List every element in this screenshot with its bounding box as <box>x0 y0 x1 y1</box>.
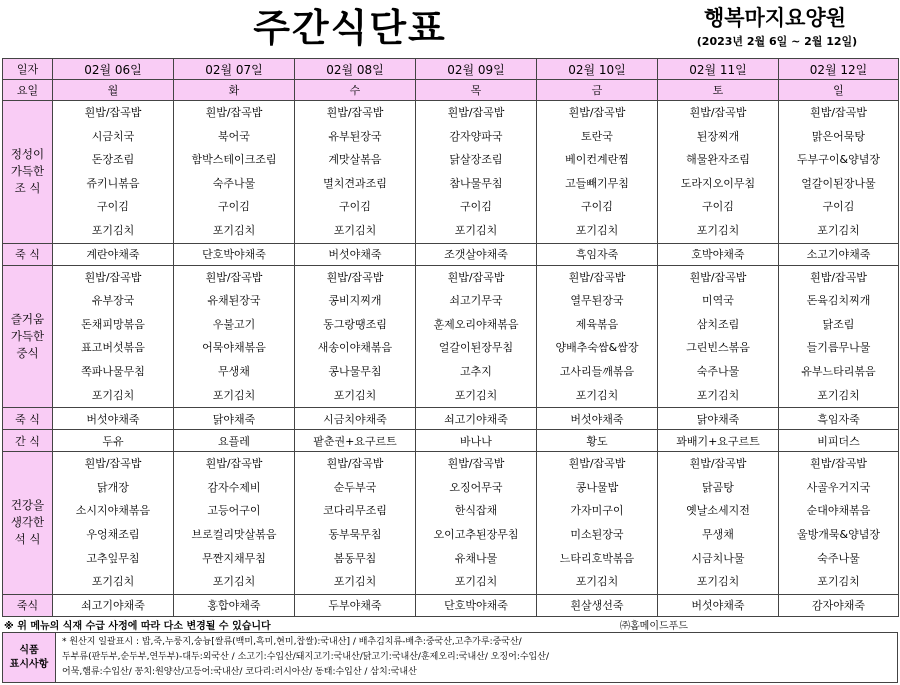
menu-item: 된장찌개 <box>696 129 740 143</box>
menu-item: 포기김치 <box>696 223 740 237</box>
porridge-cell: 닭야채죽 <box>658 408 779 430</box>
org-name: 행복마지요양원 <box>703 6 846 30</box>
menu-item: 느타리호박볶음 <box>559 551 635 565</box>
menu-item: 소시지야채볶음 <box>75 504 151 518</box>
day-cell: 금 <box>537 80 658 101</box>
porridge-cell: 닭야채죽 <box>174 408 295 430</box>
menu-item: 울방개묵&양념장 <box>797 527 880 541</box>
menu-item: 포기김치 <box>91 388 135 402</box>
menu-item: 포기김치 <box>333 388 377 402</box>
menu-item: 오징어무국 <box>449 480 503 494</box>
period-text: (2023년 2월 6일 ~ 2월 12일) <box>696 35 858 48</box>
breakfast-cell <box>658 101 779 244</box>
menu-item: 유부된장국 <box>328 129 382 143</box>
snack-cell: 비피더스 <box>779 430 899 452</box>
menu-item: 흰밥/잡곡밥 <box>689 270 747 284</box>
dinner-cell <box>53 452 174 595</box>
lunch-cell <box>53 265 174 408</box>
company-name: ㈜홈메이드푸드 <box>620 621 688 632</box>
menu-item: 도라지오이무침 <box>680 176 756 190</box>
menu-item: 흰밥/잡곡밥 <box>689 457 747 471</box>
menu-item: 흰밥/잡곡밥 <box>326 457 384 471</box>
food-info-box <box>2 632 898 683</box>
menu-item: 구이김 <box>581 200 613 214</box>
menu-item: 흰밥/잡곡밥 <box>447 457 505 471</box>
menu-item: 흰밥/잡곡밥 <box>205 270 263 284</box>
meal-label-line: 생각한 <box>10 515 45 530</box>
origin-line: 두부류(판두부,순두부,연두부)-대두:외국산 / 소고기:수입산/돼지고기:국내산/닭고기:국내산/훈제오리:국내산/ 오징어:수입산/ <box>62 652 549 662</box>
menu-item: 포기김치 <box>454 388 498 402</box>
menu-item: 무생채 <box>218 364 250 378</box>
menu-item: 우엉채조림 <box>86 527 140 541</box>
porridge-cell: 흑임자죽 <box>537 243 658 265</box>
meal-label-line: 석 식 <box>14 532 41 547</box>
breakfast-cell <box>53 101 174 244</box>
menu-item: 시금치나물 <box>691 551 745 565</box>
porridge-cell: 흑임자죽 <box>779 408 899 430</box>
menu-item: 봄동무침 <box>333 551 377 565</box>
food-info-label <box>3 633 56 682</box>
menu-item: 구이김 <box>460 200 492 214</box>
porridge-cell: 버섯야채죽 <box>537 408 658 430</box>
date-cell: 02월 11일 <box>658 59 779 80</box>
notice-text: ※ 위 메뉴의 식재 수급 사정에 따라 다소 변경될 수 있습니다 <box>4 621 271 632</box>
menu-item: 무짠지채무침 <box>202 551 266 565</box>
menu-item: 표고버섯볶음 <box>81 341 145 355</box>
menu-item: 흰밥/잡곡밥 <box>326 270 384 284</box>
day-cell-label: 요일 <box>3 80 53 101</box>
meal-label-line: 건강을 <box>10 498 45 513</box>
breakfast-label <box>3 101 53 244</box>
menu-item: 흰밥/잡곡밥 <box>447 106 505 119</box>
snack-cell: 두유 <box>53 430 174 452</box>
menu-item: 감자수제비 <box>207 480 261 494</box>
menu-item: 고추잎무침 <box>86 551 140 565</box>
menu-item: 포기김치 <box>575 575 619 589</box>
day-cell: 화 <box>174 80 295 101</box>
breakfast-cell <box>537 101 658 244</box>
porridge-label: 죽 식 <box>3 408 53 430</box>
menu-item: 포기김치 <box>91 575 135 589</box>
menu-item: 코다리무조림 <box>323 504 387 518</box>
dinner-cell <box>416 452 537 595</box>
menu-item: 얼갈이된장무침 <box>438 341 514 355</box>
dinner-cell <box>174 452 295 595</box>
menu-item: 포기김치 <box>91 223 135 237</box>
menu-item: 흰밥/잡곡밥 <box>205 106 263 119</box>
porridge-cell: 버섯야채죽 <box>658 594 779 616</box>
meal-label-line: 즐거움 <box>10 311 45 326</box>
food-info-label-line: 표시사항 <box>9 658 49 670</box>
date-cell: 02월 09일 <box>416 59 537 80</box>
menu-item: 포기김치 <box>696 575 740 589</box>
menu-item: 삼치조림 <box>696 317 740 331</box>
porridge-cell: 호박야채죽 <box>658 243 779 265</box>
menu-item: 콩비지찌개 <box>328 294 382 308</box>
menu-item: 북어국 <box>218 129 250 143</box>
lunch-cell <box>416 265 537 408</box>
menu-item: 가자미구이 <box>570 504 624 518</box>
porridge-cell: 감자야채죽 <box>779 594 899 616</box>
menu-item: 닭살장조림 <box>449 153 503 167</box>
menu-item: 순두부국 <box>333 480 377 494</box>
menu-item: 쪽파나물무침 <box>81 364 145 378</box>
dinner-label <box>3 452 53 595</box>
menu-table <box>2 58 899 617</box>
menu-item: 콩나물무침 <box>328 364 382 378</box>
date-cell: 02월 10일 <box>537 59 658 80</box>
menu-item: 흰밥/잡곡밥 <box>447 270 505 284</box>
menu-item: 구이김 <box>822 200 855 214</box>
menu-item: 숙주나물 <box>817 551 860 565</box>
breakfast-cell <box>779 101 899 244</box>
porridge-cell: 홍합야채죽 <box>174 594 295 616</box>
menu-item: 유채된장국 <box>207 294 261 308</box>
menu-item: 닭개장 <box>97 480 129 494</box>
menu-item: 흰밥/잡곡밥 <box>326 106 384 119</box>
dinner-cell <box>295 452 416 595</box>
menu-item: 미역국 <box>702 294 734 308</box>
menu-item: 흰밥/잡곡밥 <box>84 270 142 284</box>
food-info-text <box>56 633 555 682</box>
menu-item: 우불고기 <box>212 317 256 331</box>
porridge-cell: 조갯살야채죽 <box>416 243 537 265</box>
menu-item: 흰밥/잡곡밥 <box>205 457 263 471</box>
porridge-cell: 단호박야채죽 <box>174 243 295 265</box>
menu-item: 유부장국 <box>91 294 135 308</box>
lunch-cell <box>174 265 295 408</box>
menu-item: 맑은어묵탕 <box>811 129 866 143</box>
porridge-cell: 버섯야채죽 <box>295 243 416 265</box>
page-title: 주간식단표 <box>253 6 447 50</box>
menu-item: 포기김치 <box>817 223 860 237</box>
menu-item: 유부느타리볶음 <box>801 364 876 378</box>
menu-item: 닭곰탕 <box>702 480 734 494</box>
lunch-label <box>3 265 53 408</box>
date-cell-label: 일자 <box>3 59 53 80</box>
menu-item: 흰밥/잡곡밥 <box>84 106 142 119</box>
menu-item: 고추지 <box>460 364 492 378</box>
menu-item: 미소된장국 <box>570 527 624 541</box>
menu-item: 감자양파국 <box>449 129 503 143</box>
menu-item: 제육볶음 <box>575 317 619 331</box>
menu-item: 포기김치 <box>212 223 256 237</box>
menu-item: 동그랑땡조림 <box>323 317 387 331</box>
menu-item: 열무된장국 <box>570 294 624 308</box>
date-cell: 02월 07일 <box>174 59 295 80</box>
menu-item: 고사리들깨볶음 <box>559 364 635 378</box>
menu-item: 흰밥/잡곡밥 <box>568 270 626 284</box>
menu-item: 함박스테이크조림 <box>191 153 277 167</box>
porridge-cell: 흰살생선죽 <box>537 594 658 616</box>
meal-label-line: 중식 <box>16 345 39 360</box>
menu-item: 구이김 <box>218 200 250 214</box>
lunch-cell <box>779 265 899 408</box>
menu-item: 새송이야채볶음 <box>317 341 393 355</box>
menu-item: 쇠고기무국 <box>449 294 503 308</box>
menu-item: 흰밥/잡곡밥 <box>568 106 626 119</box>
dinner-cell <box>537 452 658 595</box>
porridge-label: 죽식 <box>3 594 53 616</box>
menu-item: 토란국 <box>581 129 613 143</box>
porridge-cell: 소고기야채죽 <box>779 243 899 265</box>
menu-item: 베이컨계란찜 <box>565 153 629 167</box>
menu-item: 어묵야채볶음 <box>202 341 266 355</box>
day-cell: 수 <box>295 80 416 101</box>
menu-item: 멸치견과조림 <box>323 176 387 190</box>
meal-label-line: 조 식 <box>14 181 41 196</box>
day-cell: 월 <box>53 80 174 101</box>
porridge-cell: 시금치야채죽 <box>295 408 416 430</box>
menu-item: 순대야채볶음 <box>806 504 871 518</box>
menu-item: 흰밥/잡곡밥 <box>568 457 626 471</box>
porridge-cell: 버섯야채죽 <box>53 408 174 430</box>
menu-item: 포기김치 <box>212 575 256 589</box>
menu-item: 포기김치 <box>575 223 619 237</box>
menu-item: 해물완자조림 <box>686 153 750 167</box>
porridge-cell: 두부야채죽 <box>295 594 416 616</box>
dinner-cell <box>779 452 899 595</box>
breakfast-cell <box>174 101 295 244</box>
lunch-cell <box>295 265 416 408</box>
menu-item: 훈제오리야채볶음 <box>433 317 519 331</box>
meal-label-line: 가득한 <box>10 164 45 179</box>
menu-item: 오이고추된장무침 <box>433 527 519 541</box>
menu-item: 포기김치 <box>817 575 860 589</box>
date-cell: 02월 08일 <box>295 59 416 80</box>
porridge-cell: 쇠고기야채죽 <box>53 594 174 616</box>
snack-cell: 팥춘권+요구르트 <box>295 430 416 452</box>
lunch-cell <box>537 265 658 408</box>
porridge-cell: 쇠고기야채죽 <box>416 408 537 430</box>
menu-item: 돈육김치찌개 <box>806 294 871 308</box>
snack-cell: 바나나 <box>416 430 537 452</box>
menu-item: 한식잡채 <box>454 504 498 518</box>
menu-item: 고등어구이 <box>207 504 261 518</box>
menu-item: 숙주나물 <box>696 364 740 378</box>
meal-label-line: 가득한 <box>10 328 45 343</box>
meal-label-line: 정성이 <box>10 147 45 162</box>
menu-item: 계맛살볶음 <box>328 153 382 167</box>
porridge-label: 죽 식 <box>3 243 53 265</box>
menu-item: 흰밥/잡곡밥 <box>810 270 867 284</box>
day-cell: 목 <box>416 80 537 101</box>
menu-item: 얼갈이된장나물 <box>801 176 876 190</box>
menu-item: 사골우거지국 <box>806 480 871 494</box>
food-info-label-line: 식품 <box>19 644 39 656</box>
menu-item: 콩나물밥 <box>575 480 619 494</box>
dinner-cell <box>658 452 779 595</box>
menu-item: 흰밥/잡곡밥 <box>810 457 867 471</box>
menu-item: 구이김 <box>97 200 129 214</box>
menu-item: 숙주나물 <box>212 176 256 190</box>
menu-item: 참나물무침 <box>449 176 503 190</box>
menu-item: 포기김치 <box>333 223 377 237</box>
menu-item: 돈장조림 <box>91 153 135 167</box>
breakfast-cell <box>416 101 537 244</box>
menu-item: 포기김치 <box>696 388 740 402</box>
menu-item: 브로컬리맛살볶음 <box>191 527 277 541</box>
menu-item: 흰밥/잡곡밥 <box>689 106 747 119</box>
menu-item: 포기김치 <box>333 575 377 589</box>
lunch-cell <box>658 265 779 408</box>
menu-item: 두부구이&양념장 <box>797 153 880 167</box>
porridge-cell: 단호박야채죽 <box>416 594 537 616</box>
menu-item: 포기김치 <box>454 575 498 589</box>
breakfast-cell <box>295 101 416 244</box>
menu-item: 구이김 <box>339 200 371 214</box>
menu-item: 닭조림 <box>822 317 855 331</box>
menu-item: 시금치국 <box>91 129 135 143</box>
date-cell: 02월 06일 <box>53 59 174 80</box>
menu-item: 포기김치 <box>817 388 860 402</box>
menu-item: 고들빼기무침 <box>565 176 629 190</box>
date-cell: 02월 12일 <box>779 59 899 80</box>
menu-item: 돈채피망볶음 <box>81 317 145 331</box>
menu-item: 옛날소세지전 <box>686 504 750 518</box>
menu-item: 들기름무나물 <box>806 341 871 355</box>
day-cell: 토 <box>658 80 779 101</box>
origin-line: 어묵,햄류:수입산/ 꽁치:원양산/고등어:국내산/ 코다리:러시아산/ 동태:수입산 / 삼치:국내산 <box>62 667 417 677</box>
menu-item: 그린빈스볶음 <box>686 341 750 355</box>
menu-item: 흰밥/잡곡밥 <box>84 457 142 471</box>
menu-item: 포기김치 <box>212 388 256 402</box>
snack-cell: 요플레 <box>174 430 295 452</box>
menu-item: 동부묵무침 <box>328 527 382 541</box>
menu-item: 포기김치 <box>454 223 498 237</box>
menu-item: 양배추숙쌈&쌈장 <box>555 341 639 355</box>
menu-item: 구이김 <box>702 200 734 214</box>
day-cell: 일 <box>779 80 899 101</box>
menu-item: 무생채 <box>702 527 734 541</box>
menu-item: 유채나물 <box>454 551 498 565</box>
menu-item: 흰밥/잡곡밥 <box>810 106 867 119</box>
snack-label: 간 식 <box>3 430 53 452</box>
menu-item: 쥬키니볶음 <box>86 176 140 190</box>
menu-item: 포기김치 <box>575 388 619 402</box>
snack-cell: 꽈배기+요구르트 <box>658 430 779 452</box>
origin-line: * 원산지 일괄표시 : 밥,죽,누룽지,숭늉[쌀류(백미,흑미,현미,찹쌀):국내산] / 배추김치류-배추:중국산,고추가루:중국산/ <box>62 637 522 647</box>
snack-cell: 황도 <box>537 430 658 452</box>
porridge-cell: 계란야채죽 <box>53 243 174 265</box>
